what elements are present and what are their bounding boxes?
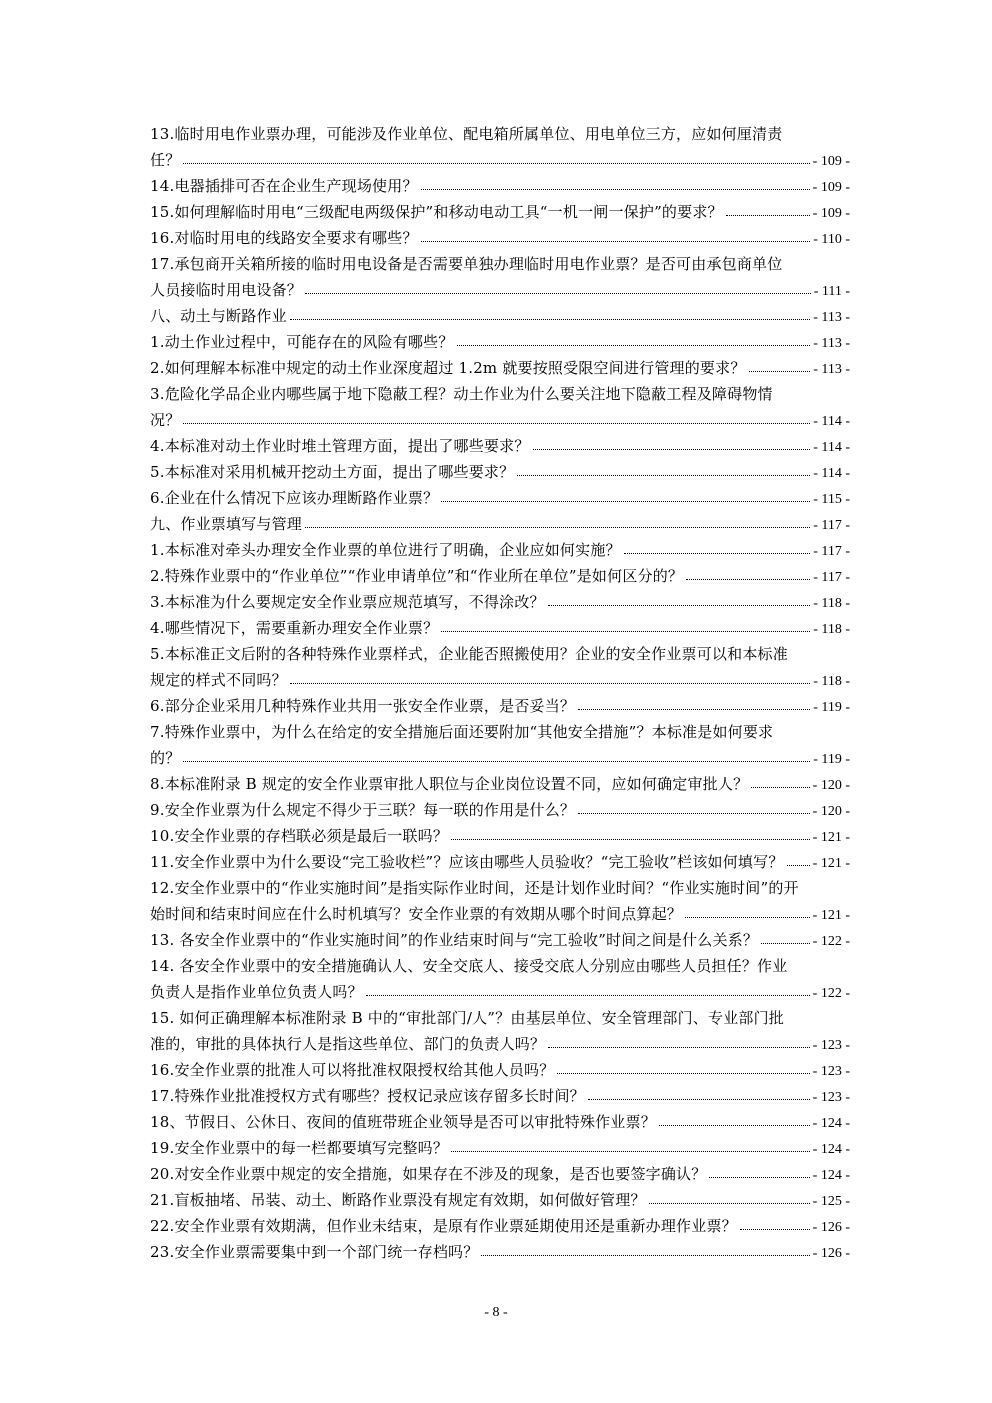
toc-entry-text: 3.本标准为什么要规定安全作业票应规范填写，不得涂改？ — [150, 593, 545, 611]
toc-entry-line — [150, 693, 850, 719]
toc-entry[interactable] — [150, 1213, 850, 1239]
dot-leader — [761, 942, 810, 944]
toc-entry[interactable] — [150, 797, 850, 823]
toc-entry-text: 13. 各安全作业票中的“作业实施时间”的作业结束时间与“完工验收”时间之间是什么关系？ — [150, 931, 759, 949]
dot-leader — [366, 994, 810, 996]
toc-page-number: - 120 - — [812, 778, 850, 793]
toc-entry-text: 九、作业票填写与管理 — [150, 515, 303, 533]
toc-entry-text: 15. 如何正确理解本标准附录 B 中的“审批部门/人”？由基层单位、安全管理部门、专业部门批 — [150, 1009, 784, 1027]
toc-page-number: - 121 - — [812, 856, 850, 871]
toc-entry-text: 八、动土与断路作业 — [150, 307, 287, 325]
toc-entry-text: 10.安全作业票的存档联必须是最后一联吗？ — [150, 827, 449, 845]
toc-entry-line — [150, 1161, 850, 1187]
toc-entry-line — [150, 485, 850, 511]
toc-entry-line — [150, 901, 850, 927]
dot-leader — [290, 318, 810, 320]
toc-page-number: - 124 - — [812, 1116, 850, 1131]
toc-entry[interactable] — [150, 225, 850, 251]
dot-leader — [787, 864, 810, 866]
toc-entry-line — [150, 589, 850, 615]
toc-entry-text: 1.本标准对牵头办理安全作业票的单位进行了明确，企业应如何实施？ — [150, 541, 621, 559]
toc-entry-text: 4.本标准对动土作业时堆土管理方面，提出了哪些要求？ — [150, 437, 530, 455]
toc-entry[interactable] — [150, 719, 850, 771]
toc-page-number: - 113 - — [813, 310, 850, 325]
dot-leader — [649, 1202, 810, 1204]
toc-entry-text: 12.安全作业票中的“作业实施时间”是指实际作业时间，还是计划作业时间？“作业实施时间”的开 — [150, 879, 799, 897]
toc-entry-line — [150, 407, 850, 433]
toc-entry[interactable] — [150, 927, 850, 953]
toc-entry-text: 2.特殊作业票中的“作业单位”“作业申请单位”和“作业所在单位”是如何区分的？ — [150, 567, 684, 585]
toc-entry[interactable] — [150, 1057, 850, 1083]
dot-leader — [726, 214, 810, 216]
toc-entry-text: 始时间和结束时间应在什么时机填写？安全作业票的有效期从哪个时间点算起？ — [150, 905, 683, 923]
toc-entry[interactable] — [150, 615, 850, 641]
dot-leader — [578, 708, 810, 710]
toc-entry-line — [150, 1239, 850, 1265]
toc-page-number: - 115 - — [813, 492, 850, 507]
dot-leader — [659, 1124, 810, 1126]
toc-entry-line — [150, 953, 850, 979]
toc-entry[interactable] — [150, 459, 850, 485]
dot-leader — [624, 552, 810, 554]
toc-page-number: - 118 - — [813, 674, 850, 689]
toc-entry-text: 况？ — [150, 411, 181, 429]
dot-leader — [686, 578, 810, 580]
toc-page-number: - 109 - — [812, 180, 850, 195]
toc-entry-line — [150, 537, 850, 563]
toc-entry[interactable] — [150, 953, 850, 1005]
toc-page-number: - 117 - — [813, 518, 850, 533]
toc-entry-line — [150, 979, 850, 1005]
toc-entry-line — [150, 1213, 850, 1239]
toc-entry[interactable] — [150, 875, 850, 927]
toc-page-number: - 109 - — [812, 206, 850, 221]
toc-entry-text: 2.如何理解本标准中规定的动土作业深度超过 1.2m 就要按照受限空间进行管理的要求？ — [150, 359, 746, 377]
toc-entry-text: 17.承包商开关箱所接的临时用电设备是否需要单独办理临时用电作业票？是否可由承包商单位 — [150, 255, 783, 273]
toc-page-number: - 122 - — [812, 986, 850, 1001]
toc-entry-line — [150, 771, 850, 797]
dot-leader — [421, 240, 811, 242]
toc-page-number: - 114 - — [813, 466, 850, 481]
toc-page-number: - 114 - — [813, 440, 850, 455]
toc-entry-text: 22.安全作业票有效期满，但作业未结束，是原有作业票延期使用还是重新办理作业票？ — [150, 1217, 737, 1235]
dot-leader — [751, 786, 809, 788]
toc-entry[interactable] — [150, 355, 850, 381]
toc-entry-text: 5.本标准正文后附的各种特殊作业票样式，企业能否照搬使用？企业的安全作业票可以和本标准 — [150, 645, 788, 663]
toc-page-number: - 119 - — [813, 700, 850, 715]
toc-entry-text: 21.盲板抽堵、吊装、动土、断路作业票没有规定有效期，如何做好管理？ — [150, 1191, 646, 1209]
toc-entry[interactable] — [150, 199, 850, 225]
toc-entry-text: 规定的样式不同吗？ — [150, 671, 287, 689]
dot-leader — [557, 1072, 809, 1074]
toc-entry-line — [150, 355, 850, 381]
toc-page-number: - 123 - — [812, 1038, 850, 1053]
toc-entry-text: 人员接临时用电设备？ — [150, 281, 303, 299]
toc-page-number: - 118 - — [813, 622, 850, 637]
dot-leader — [517, 474, 810, 476]
toc-entry-text: 18、节假日、公休日、夜间的值班带班企业领导是否可以审批特殊作业票？ — [150, 1113, 656, 1131]
dot-leader — [421, 188, 810, 190]
toc-page-number: - 124 - — [812, 1168, 850, 1183]
dot-leader — [183, 422, 810, 424]
toc-entry-line — [150, 1083, 850, 1109]
toc-entry-text: 准的，审批的具体执行人是指这些单位、部门的负责人吗？ — [150, 1035, 546, 1053]
dot-leader — [548, 1046, 809, 1048]
toc-page-number: - 121 - — [812, 908, 850, 923]
toc-entry-text: 1.动土作业过程中，可能存在的风险有哪些？ — [150, 333, 454, 351]
dot-leader — [183, 760, 810, 762]
toc-page-number: - 119 - — [813, 752, 850, 767]
toc-entry-text: 17.特殊作业批准授权方式有哪些？授权记录应该存留多长时间？ — [150, 1087, 585, 1105]
toc-entry-text: 20.对安全作业票中规定的安全措施，如果存在不涉及的现象，是否也要签字确认？ — [150, 1165, 707, 1183]
toc-entry-text: 14. 各安全作业票中的安全措施确认人、安全交底人、接受交底人分别应由哪些人员担任？作业 — [150, 957, 788, 975]
toc-entry-line — [150, 199, 850, 225]
toc-entry[interactable] — [150, 641, 850, 693]
dot-leader — [305, 292, 811, 294]
toc-page-number: - 122 - — [812, 934, 850, 949]
toc-entry[interactable] — [150, 433, 850, 459]
toc-entry-line — [150, 1005, 850, 1031]
toc-entry-text: 负责人是指作业单位负责人吗？ — [150, 983, 363, 1001]
dot-leader — [709, 1176, 809, 1178]
toc-entry[interactable] — [150, 1239, 850, 1265]
toc-entry-line — [150, 511, 850, 537]
toc-entry-line — [150, 615, 850, 641]
dot-leader — [481, 1254, 809, 1256]
toc-entry-text: 6.企业在什么情况下应该办理断路作业票？ — [150, 489, 439, 507]
toc-entry-line — [150, 303, 850, 329]
toc-entry-line — [150, 277, 850, 303]
dot-leader — [305, 526, 810, 528]
toc-page-number: - 113 - — [813, 362, 850, 377]
toc-entry-text: 7.特殊作业票中，为什么在给定的安全措施后面还要附加“其他安全措施”？本标准是如何要求 — [150, 723, 774, 741]
dot-leader — [685, 916, 810, 918]
toc-entry-line — [150, 329, 850, 355]
toc-page-number: - 126 - — [812, 1220, 850, 1235]
dot-leader — [457, 344, 811, 346]
toc-entry-line — [150, 1031, 850, 1057]
table-of-contents — [150, 121, 850, 1265]
toc-entry-line — [150, 225, 850, 251]
toc-entry[interactable] — [150, 173, 850, 199]
toc-entry-line — [150, 459, 850, 485]
dot-leader — [183, 162, 809, 164]
toc-page-number: - 123 - — [812, 1064, 850, 1079]
toc-entry[interactable] — [150, 121, 850, 173]
toc-entry[interactable] — [150, 589, 850, 615]
toc-entry-text: 的？ — [150, 749, 181, 767]
toc-entry-text: 11.安全作业票中为什么要设“完工验收栏”？应该由哪些人员验收？“完工验收”栏该如何填写？ — [150, 853, 784, 871]
toc-page-number: - 110 - — [813, 232, 850, 247]
toc-entry-line — [150, 121, 850, 147]
toc-entry[interactable] — [150, 251, 850, 303]
toc-page-number: - 109 - — [812, 154, 850, 169]
dot-leader — [290, 682, 810, 684]
toc-entry[interactable] — [150, 849, 850, 875]
toc-entry-line — [150, 1187, 850, 1213]
toc-entry[interactable] — [150, 303, 850, 329]
toc-entry-line — [150, 381, 850, 407]
page-number: - 8 - — [484, 1305, 508, 1320]
toc-page-number: - 125 - — [812, 1194, 850, 1209]
toc-entry-line — [150, 849, 850, 875]
toc-entry-line — [150, 251, 850, 277]
toc-entry[interactable] — [150, 1005, 850, 1057]
toc-entry-text: 13.临时用电作业票办理，可能涉及作业单位、配电箱所属单位、用电单位三方，应如何厘清责 — [150, 125, 783, 143]
toc-entry-text: 16.对临时用电的线路安全要求有哪些？ — [150, 229, 418, 247]
toc-page-number: - 123 - — [812, 1090, 850, 1105]
toc-entry-line — [150, 433, 850, 459]
toc-entry-line — [150, 875, 850, 901]
toc-entry[interactable] — [150, 329, 850, 355]
toc-entry[interactable] — [150, 1083, 850, 1109]
toc-page-number: - 126 - — [812, 1246, 850, 1261]
dot-leader — [441, 500, 810, 502]
toc-entry-line — [150, 1109, 850, 1135]
toc-entry[interactable] — [150, 771, 850, 797]
toc-entry-text: 15.如何理解临时用电“三级配电两级保护”和移动电动工具“一机一闸一保护”的要求？ — [150, 203, 723, 221]
toc-entry[interactable] — [150, 381, 850, 433]
toc-entry-text: 23.安全作业票需要集中到一个部门统一存档吗？ — [150, 1243, 479, 1261]
dot-leader — [451, 838, 810, 840]
toc-entry[interactable] — [150, 511, 850, 537]
toc-page-number: - 118 - — [813, 596, 850, 611]
toc-entry-text: 3.危险化学品企业内哪些属于地下隐蔽工程？动土作业为什么要关注地下隐蔽工程及障碍物情 — [150, 385, 773, 403]
toc-entry[interactable] — [150, 823, 850, 849]
toc-entry-text: 19.安全作业票中的每一栏都要填写完整吗？ — [150, 1139, 449, 1157]
dot-leader — [451, 1150, 810, 1152]
toc-page-number: - 111 - — [813, 284, 850, 299]
toc-entry-line — [150, 745, 850, 771]
toc-page-number: - 117 - — [813, 570, 850, 585]
toc-entry-line — [150, 173, 850, 199]
toc-entry-line — [150, 927, 850, 953]
toc-entry-line — [150, 147, 850, 173]
toc-entry-text: 16.安全作业票的批准人可以将批准权限授权给其他人员吗？ — [150, 1061, 555, 1079]
toc-page-number: - 113 - — [813, 336, 850, 351]
toc-entry-line — [150, 1135, 850, 1161]
toc-entry-text: 8.本标准附录 B 规定的安全作业票审批人职位与企业岗位设置不同，应如何确定审批人？ — [150, 775, 749, 793]
toc-page-number: - 117 - — [813, 544, 850, 559]
toc-entry-text: 9.安全作业票为什么规定不得少于三联？每一联的作用是什么？ — [150, 801, 576, 819]
toc-entry-line — [150, 563, 850, 589]
dot-leader — [749, 370, 811, 372]
toc-page-number: - 120 - — [812, 804, 850, 819]
toc-entry-text: 任？ — [150, 151, 181, 169]
toc-entry[interactable] — [150, 1187, 850, 1213]
toc-entry-text: 5.本标准对采用机械开挖动土方面，提出了哪些要求？ — [150, 463, 515, 481]
toc-entry[interactable] — [150, 1135, 850, 1161]
toc-page-number: - 121 - — [812, 830, 850, 845]
toc-entry-line — [150, 823, 850, 849]
toc-entry[interactable] — [150, 693, 850, 719]
dot-leader — [740, 1228, 810, 1230]
toc-entry[interactable] — [150, 1109, 850, 1135]
toc-entry-line — [150, 719, 850, 745]
toc-entry[interactable] — [150, 537, 850, 563]
toc-entry-line — [150, 641, 850, 667]
dot-leader — [441, 630, 810, 632]
toc-entry-text: 14.电器插排可否在企业生产现场使用？ — [150, 177, 418, 195]
toc-entry[interactable] — [150, 1161, 850, 1187]
toc-entry-text: 6.部分企业采用几种特殊作业共用一张安全作业票，是否妥当？ — [150, 697, 576, 715]
dot-leader — [533, 448, 811, 450]
dot-leader — [588, 1098, 810, 1100]
toc-entry[interactable] — [150, 563, 850, 589]
dot-leader — [548, 604, 810, 606]
dot-leader — [578, 812, 810, 814]
toc-page-number: - 124 - — [812, 1142, 850, 1157]
toc-entry-text: 4.哪些情况下，需要重新办理安全作业票？ — [150, 619, 439, 637]
toc-entry-line — [150, 1057, 850, 1083]
toc-page-number: - 114 - — [813, 414, 850, 429]
toc-entry-line — [150, 797, 850, 823]
toc-entry-line — [150, 667, 850, 693]
toc-entry[interactable] — [150, 485, 850, 511]
